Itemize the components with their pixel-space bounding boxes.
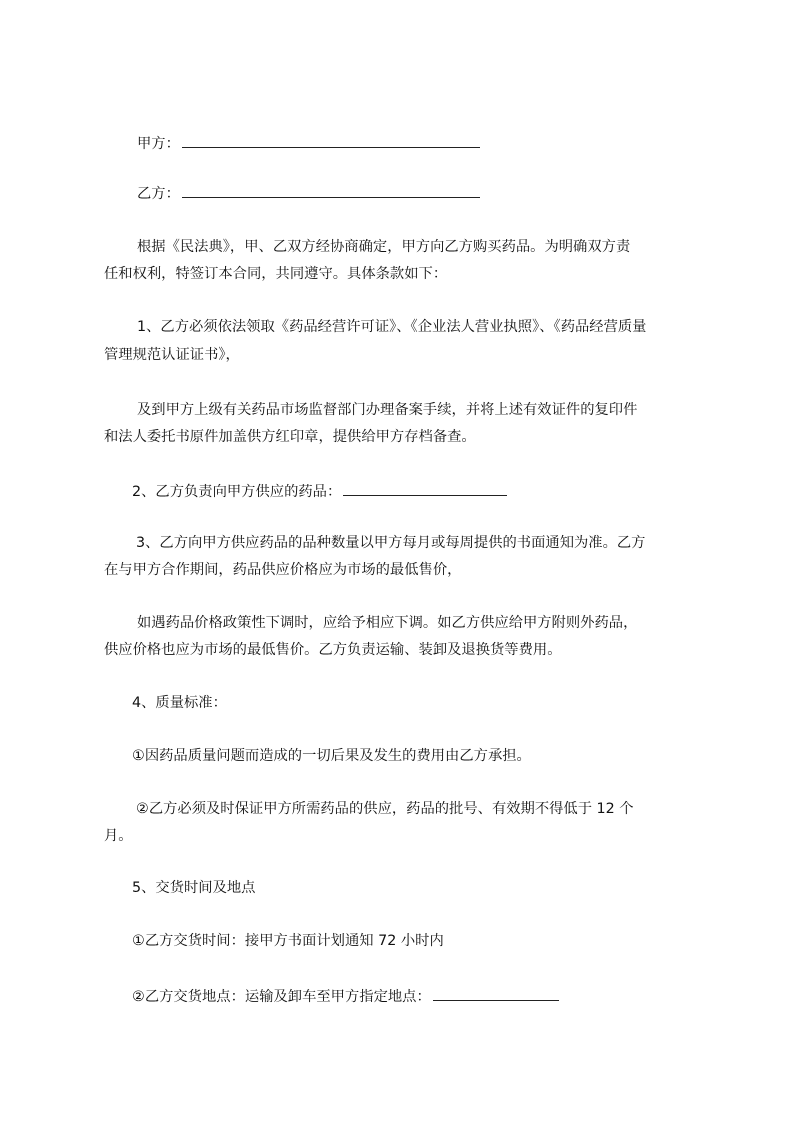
party-a-blank[interactable] — [182, 133, 480, 148]
clause3b-line-2: 供应价格也应为市场的最低售价。乙方负责运输、装卸及退换货等费用。 — [104, 642, 562, 658]
clause2-blank[interactable] — [343, 481, 507, 496]
clause5-item-2-text: ②乙方交货地点：运输及卸车至甲方指定地点： — [132, 989, 431, 1005]
clause3b-line-1: 如遇药品价格政策性下调时，应给予相应下调。如乙方供应给甲方附则外药品， — [137, 615, 638, 631]
clause5-heading: 5、交货时间及地点 — [132, 880, 256, 896]
party-b-line — [137, 183, 480, 203]
clause2-line — [132, 481, 507, 501]
clause1-line-2: 管理规范认证证书》， — [104, 347, 240, 363]
clause2-text: 2、乙方负责向甲方供应的药品： — [132, 484, 342, 500]
clause4-heading: 4、质量标准： — [132, 695, 227, 711]
clause3-line-1: 3、乙方向甲方供应药品的品种数量以甲方每月或每周提供的书面通知为准。乙方 — [136, 535, 646, 551]
clause4-item-1: ①因药品质量问题而造成的一切后果及发生的费用由乙方承担。 — [132, 748, 531, 764]
party-a-label: 甲方： — [137, 136, 180, 152]
clause1b-line-1: 及到甲方上级有关药品市场监督部门办理备案手续，并将上述有效证件的复印件 — [137, 402, 638, 418]
intro-line-1: 根据《民法典》，甲、乙双方经协商确定，甲方向乙方购买药品。为明确双方责 — [137, 239, 631, 255]
clause1-line-1: 1、乙方必须依法领取《药品经营许可证》、《企业法人营业执照》、《药品经营质量 — [137, 319, 647, 335]
clause4-item-2-line-2: 月。 — [104, 828, 133, 844]
party-b-label: 乙方： — [137, 186, 180, 202]
clause3-line-2: 在与甲方合作期间，药品供应价格应为市场的最低售价， — [104, 562, 462, 578]
party-b-blank[interactable] — [182, 183, 480, 198]
clause5-item-1: ①乙方交货时间：接甲方书面计划通知 72 小时内 — [132, 933, 444, 949]
delivery-location-blank[interactable] — [433, 986, 559, 1001]
clause1b-line-2: 和法人委托书原件加盖供方红印章，提供给甲方存档备查。 — [104, 429, 476, 445]
clause4-item-2-line-1: ②乙方必须及时保证甲方所需药品的供应，药品的批号、有效期不得低于 12 个 — [136, 801, 634, 817]
clause5-item-2 — [132, 986, 559, 1006]
party-a-line — [137, 133, 480, 153]
intro-line-2: 任和权利，特签订本合同，共同遵守。具体条款如下： — [104, 266, 448, 282]
